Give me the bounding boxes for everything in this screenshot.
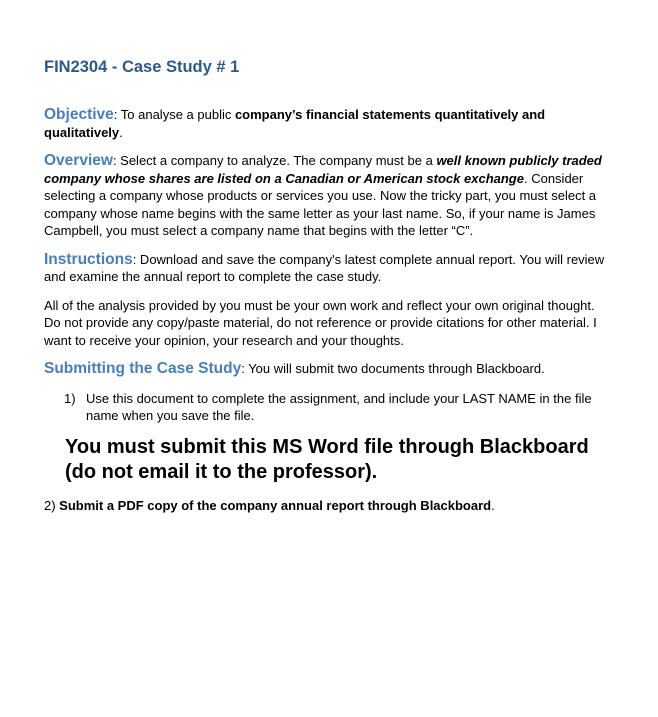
step-2-number: 2) [44,497,60,513]
list-number: 1) [64,390,76,406]
step-2-paragraph [44,497,614,515]
submitting-paragraph [44,360,614,378]
submission-warning: You must submit this MS Word file through Blackboard (do not email it to the professor). [65,435,589,483]
overview-heading: Overview [44,152,113,169]
objective-heading: Objective [44,106,114,123]
step-2-end: . [491,497,495,513]
overview-paragraph [44,152,614,240]
objective-text: : To analyse a public [113,107,235,122]
document-title: FIN2304 - Case Study # 1 [44,58,240,76]
objective-bold-text: company’s financial statements quantitatively and qualitatively [44,107,546,140]
instructions-text: : Download and save the company's latest complete annual report. You will review and examine the annual report to complete the case study. [44,251,605,284]
instructions-paragraph [44,251,614,286]
objective-paragraph [44,106,614,141]
analysis-note-paragraph: All of the analysis provided by you must be your own work and reflect your own original thought. Do not provide any copy/paste material, do not reference or provide citations for other material. I want to receive your opinion, your research and your thoughts. [44,297,597,348]
objective-end: . [119,124,123,140]
step-2-bold-text: Submit a PDF copy of the company annual report through Blackboard [59,497,492,513]
instructions-heading: Instructions [44,250,133,268]
overview-text-continued: . Consider selecting a company whose products or services you use. Now the tricky part, you must select a company whose name begins with the same letter as your last name. So, if your name is James Campbell, you must select a company name that begins with the letter “C”. [44,170,597,238]
list-text: Use this document to complete the assignment, and include your LAST NAME in the file name when you save the file. [86,390,592,423]
overview-text: : Select a company to analyze. The company must be a [112,153,437,168]
submitting-text: : You will submit two documents through Blackboard. [241,361,545,376]
submitting-heading: Submitting the Case Study [44,360,242,377]
overview-bold-italic-text: well known publicly traded company whose shares are listed on a Canadian or American stock exchange [44,153,602,186]
list-item-step-1 [64,390,614,425]
